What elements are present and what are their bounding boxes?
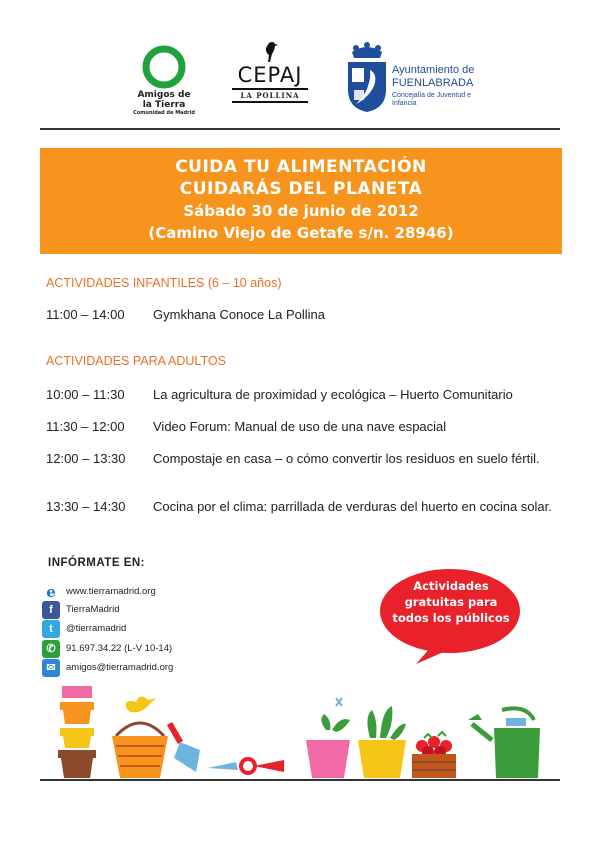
amigos-logo-line3: Comunidad de Madrid <box>133 110 195 116</box>
schedule-activity: Compostaje en casa – o cómo convertir los residuos en suelo fértil. <box>153 451 540 466</box>
cepaj-rule <box>232 88 308 90</box>
schedule-time: 12:00 – 13:30 <box>46 451 126 466</box>
schedule-time: 13:30 – 14:30 <box>46 499 126 514</box>
stacked-pots-icon <box>58 686 96 778</box>
bubble-text: Actividades gratuitas para todos los públicos <box>392 579 510 625</box>
phone-icon: ✆ <box>42 640 60 658</box>
bird-icon <box>255 40 285 64</box>
mail-icon: ✉ <box>42 659 60 677</box>
basket-with-bird-icon <box>112 696 168 778</box>
trowel-icon <box>167 722 200 772</box>
cepaj-rule-bottom <box>232 101 308 103</box>
twitter-link[interactable]: @tierramadrid <box>66 623 127 634</box>
banner-location: (Camino Viejo de Getafe s/n. 28946) <box>148 224 454 242</box>
banner-date: Sábado 30 de junio de 2012 <box>183 202 419 220</box>
fuenlabrada-line3: Concejalía de Juventud e Infancia <box>392 92 471 107</box>
fuenlabrada-line1: Ayuntamiento de <box>392 64 475 76</box>
fuenlabrada-line2: FUENLABRADA <box>392 77 474 89</box>
amigos-logo-line1: Amigos de <box>137 90 191 100</box>
schedule-time: 11:00 – 14:00 <box>46 307 125 322</box>
banner-title-line2: CUIDARÁS DEL PLANETA <box>179 179 423 199</box>
adult-activities-title: ACTIVIDADES PARA ADULTOS <box>46 354 226 368</box>
ground-line <box>40 779 560 781</box>
strawberry-crate-icon <box>412 732 456 778</box>
facebook-link[interactable]: TierraMadrid <box>66 604 120 615</box>
website-link[interactable]: www.tierramadrid.org <box>66 586 156 597</box>
cepaj-logo <box>226 40 314 116</box>
header-divider <box>40 128 560 130</box>
info-title: INFÓRMATE EN: <box>48 557 146 569</box>
schedule-activity: Video Forum: Manual de uso de una nave espacial <box>153 419 447 434</box>
twitter-icon: t <box>42 620 60 638</box>
cepaj-logo-sub: LA POLLINA <box>240 91 300 100</box>
garden-shears-icon <box>208 759 284 773</box>
cepaj-logo-name: CEPAJ <box>237 63 303 87</box>
schedule-activity: La agricultura de proximidad y ecológica – Huerto Comunitario <box>153 387 513 402</box>
yellow-plant-pot-icon <box>358 706 406 778</box>
email-link[interactable]: amigos@tierramadrid.org <box>66 662 174 673</box>
facebook-icon: f <box>42 601 60 619</box>
schedule-activity: Gymkhana Conoce La Pollina <box>153 307 325 322</box>
pink-plant-pot-icon <box>306 698 350 778</box>
free-activities-bubble <box>372 566 524 666</box>
internet-explorer-icon: e <box>42 583 60 601</box>
green-ring-icon <box>141 44 187 90</box>
schedule-time: 11:30 – 12:00 <box>46 419 125 434</box>
amigos-de-la-tierra-logo <box>118 44 210 120</box>
garden-illustration <box>40 680 560 780</box>
amigos-logo-line2: la Tierra <box>142 100 186 110</box>
schedule-time: 10:00 – 11:30 <box>46 387 125 402</box>
watering-can-icon <box>468 708 540 778</box>
fuenlabrada-shield-icon <box>344 42 390 114</box>
banner-title-line1: CUIDA TU ALIMENTACIÓN <box>175 157 427 177</box>
kids-activities-title: ACTIVIDADES INFANTILES (6 – 10 años) <box>46 276 282 290</box>
fuenlabrada-logo <box>344 42 484 114</box>
phone-number[interactable]: 91.697.34.22 (L-V 10-14) <box>66 643 173 654</box>
schedule-activity: Cocina por el clima: parrillada de verduras del huerto en cocina solar. <box>153 499 552 514</box>
title-banner <box>40 148 562 254</box>
